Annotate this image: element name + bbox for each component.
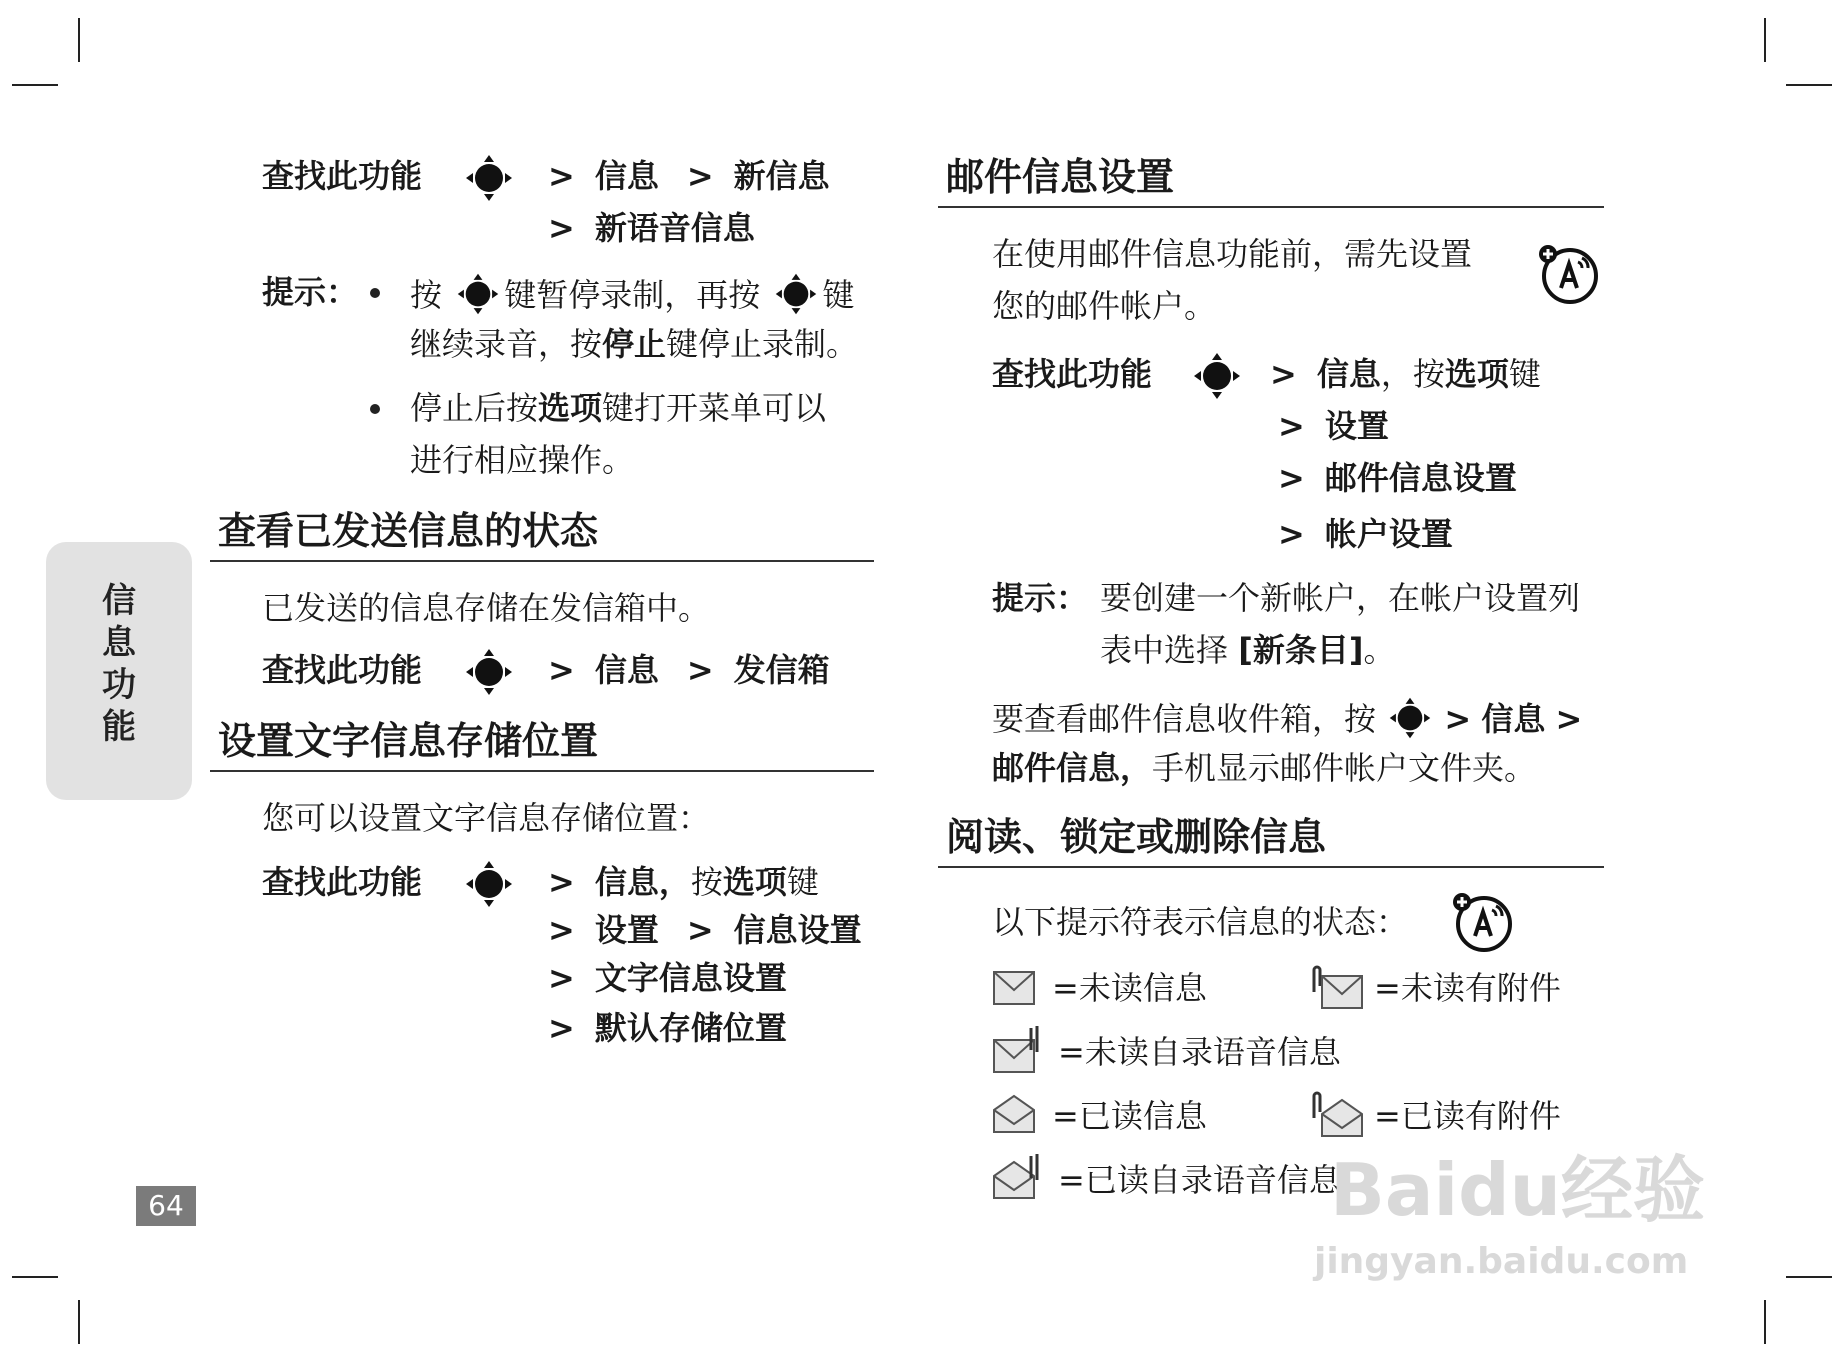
chapter-side-tab — [46, 542, 192, 800]
tip-label: 提示： — [992, 579, 1089, 617]
tip-text: 表中选择 [新条目]。 — [1100, 631, 1396, 669]
inbox-instruction: 要查看邮件信息收件箱，按 > 信息 > — [992, 696, 1582, 740]
tip-bullet-text: 按 键暂停录制，再按 键 — [410, 272, 854, 316]
menu-path: > 信息，按选项键 — [548, 863, 819, 901]
nav-key-icon — [464, 859, 514, 909]
legend-text: =已读有附件 — [1374, 1097, 1561, 1135]
menu-path: > 文字信息设置 — [548, 959, 787, 997]
find-feature-label: 查找此功能 — [992, 355, 1153, 393]
legend-text: =已读信息 — [1052, 1097, 1207, 1135]
crop-mark-tr-v — [1764, 18, 1766, 62]
section-title: 阅读、锁定或删除信息 — [946, 815, 1327, 859]
nav-key-icon — [464, 647, 514, 697]
menu-path: > 设置 — [1278, 407, 1389, 445]
inbox-instruction: 邮件信息，手机显示邮件帐户文件夹。 — [992, 749, 1537, 787]
menu-path: > 信息 > 发信箱 — [548, 651, 830, 689]
tip-label: 提示： — [262, 273, 359, 311]
network-feature-icon — [1536, 242, 1600, 306]
tip-bullet-text: 进行相应操作。 — [410, 441, 635, 479]
read-attachment-icon — [1320, 1098, 1364, 1138]
section-rule — [938, 206, 1604, 208]
bullet — [370, 404, 380, 414]
find-feature-label: 查找此功能 — [262, 651, 423, 689]
nav-key-icon — [464, 153, 514, 203]
crop-mark-tr-h — [1786, 84, 1832, 86]
section-title: 查看已发送信息的状态 — [218, 509, 599, 553]
unread-attachment-icon — [1320, 974, 1364, 1010]
read-message-icon — [992, 1094, 1036, 1134]
section-rule — [938, 866, 1604, 868]
network-feature-icon — [1450, 890, 1514, 954]
voice-wave-icon — [1028, 1024, 1044, 1054]
section-body: 您的邮件帐户。 — [992, 287, 1217, 325]
section-rule — [210, 770, 874, 772]
legend-text: =未读自录语音信息 — [1058, 1033, 1341, 1071]
find-feature-label: 查找此功能 — [262, 863, 423, 901]
crop-mark-br-v — [1764, 1300, 1766, 1344]
section-body: 已发送的信息存储在发信箱中。 — [262, 589, 711, 627]
section-body: 在使用邮件信息功能前，需先设置 — [992, 235, 1473, 273]
unread-message-icon — [992, 970, 1036, 1006]
section-body: 以下提示符表示信息的状态： — [992, 903, 1409, 941]
section-title: 邮件信息设置 — [946, 155, 1175, 199]
crop-mark-tl-h — [12, 84, 58, 86]
menu-path: > 信息，按选项键 — [1270, 355, 1541, 393]
crop-mark-bl-h — [12, 1276, 58, 1278]
nav-key-icon — [774, 272, 818, 316]
section-body: 您可以设置文字信息存储位置： — [262, 799, 711, 837]
crop-mark-br-h — [1786, 1276, 1832, 1278]
tip-text: 要创建一个新帐户，在帐户设置列 — [1100, 579, 1581, 617]
crop-mark-bl-v — [78, 1300, 80, 1344]
legend-text: =已读自录语音信息 — [1058, 1161, 1341, 1199]
watermark-url: jingyan.baidu.com — [1314, 1241, 1689, 1282]
legend-text: =未读有附件 — [1374, 969, 1561, 1007]
find-feature-label: 查找此功能 — [262, 157, 423, 195]
menu-path: > 邮件信息设置 — [1278, 459, 1517, 497]
nav-key-icon — [456, 272, 500, 316]
menu-path: > 设置 > 信息设置 — [548, 911, 862, 949]
crop-mark-tl-v — [78, 18, 80, 62]
nav-key-icon — [1388, 696, 1432, 740]
menu-path: > 帐户设置 — [1278, 515, 1453, 553]
menu-path: > 信息 > 新信息 — [548, 157, 830, 195]
bullet — [370, 288, 380, 298]
legend-text: =未读信息 — [1052, 969, 1207, 1007]
tip-bullet-text: 停止后按选项键打开菜单可以 — [410, 389, 827, 427]
chapter-label: 信 息 功 能 — [102, 581, 136, 747]
nav-key-icon — [1192, 351, 1242, 401]
watermark-brand: Baidu经验 — [1330, 1148, 1705, 1232]
tip-bullet-text: 继续录音，按停止键停止录制。 — [410, 325, 859, 363]
page-number: 64 — [136, 1186, 196, 1226]
section-title: 设置文字信息存储位置 — [218, 719, 599, 763]
menu-path: > 默认存储位置 — [548, 1009, 787, 1047]
section-rule — [210, 560, 874, 562]
voice-wave-icon — [1028, 1152, 1044, 1182]
menu-path: > 新语音信息 — [548, 209, 755, 247]
